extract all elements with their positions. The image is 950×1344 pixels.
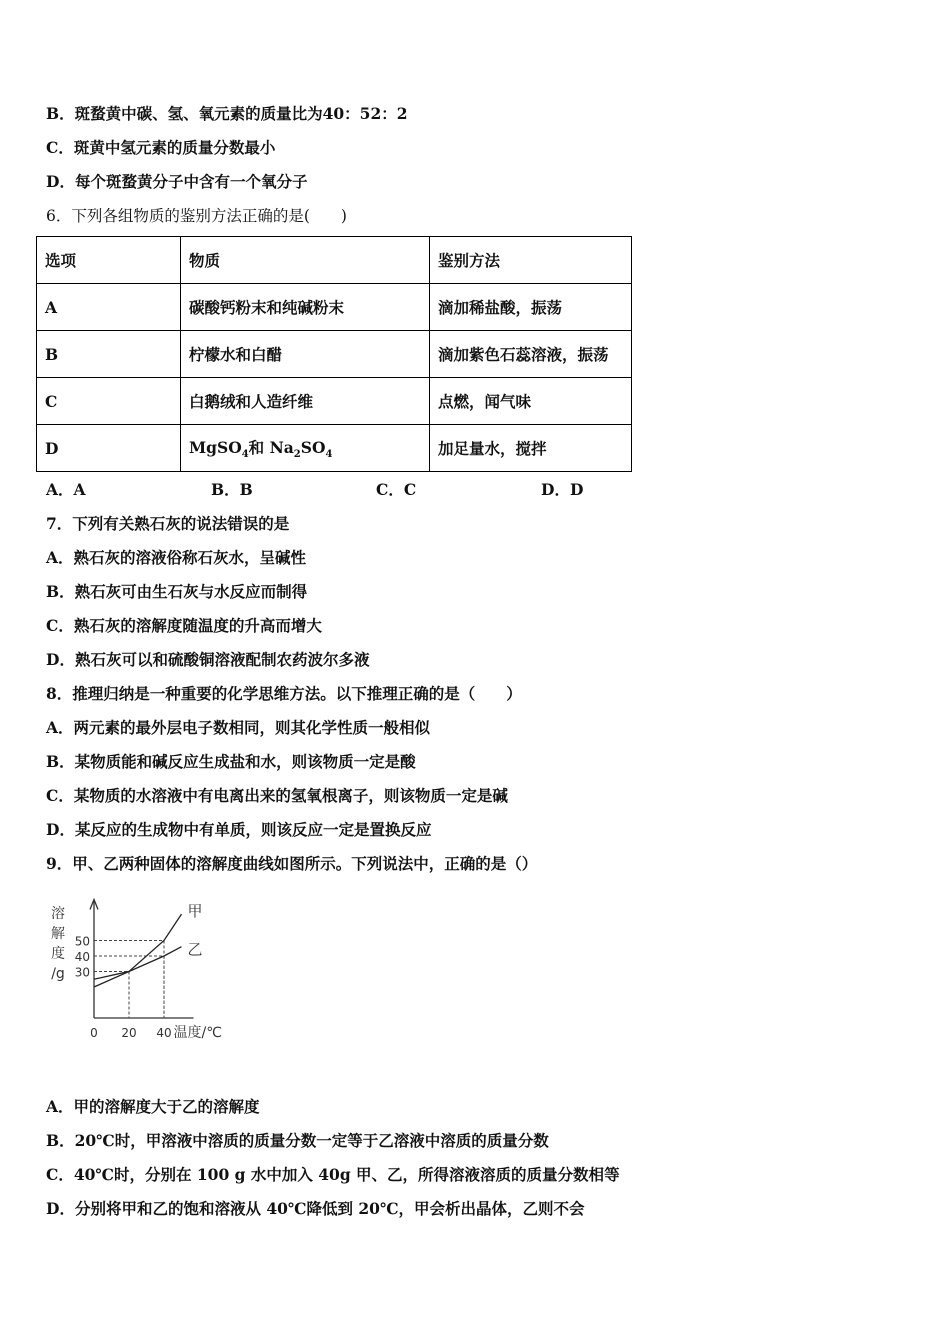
table-header-row — [37, 237, 632, 284]
table-cell-substance: 碳酸钙粉末和纯碱粉末 — [181, 284, 430, 331]
q8-option-c: C．某物质的水溶液中有电离出来的氢氧根离子，则该物质一定是碱 — [46, 786, 508, 805]
y-axis-label-char: 解 — [51, 926, 65, 942]
q8-option-d: D．某反应的生成物中有单质，则该反应一定是置换反应 — [46, 820, 432, 839]
table-cell-option: C — [37, 378, 181, 425]
table-cell-method: 滴加紫色石蕊溶液，振荡 — [430, 331, 632, 378]
x-tick-label: 20 — [121, 1026, 137, 1040]
q7-option-b: B．熟石灰可由生石灰与水反应而制得 — [46, 582, 308, 601]
series-label-2: 乙 — [187, 940, 203, 959]
y-tick-label: 30 — [74, 965, 90, 980]
q7-stem: 7．下列有关熟石灰的说法错误的是 — [46, 514, 290, 533]
table-cell-method: 加足量水，搅拌 — [430, 425, 632, 472]
y-tick-label: 50 — [74, 934, 90, 949]
q7-option-c: C．熟石灰的溶解度随温度的升高而增大 — [46, 616, 322, 635]
q9-option-b: B．20℃时，甲溶液中溶质的质量分数一定等于乙溶液中溶质的质量分数 — [46, 1131, 549, 1150]
q8-stem: 8．推理归纳是一种重要的化学思维方法。以下推理正确的是（ ） — [46, 684, 522, 703]
q6-choice-b: B．B — [211, 480, 253, 499]
y-axis-label-char: /g — [51, 966, 65, 982]
q8-option-a: A．两元素的最外层电子数相同，则其化学性质一般相似 — [46, 718, 431, 737]
y-axis-label-char: 度 — [51, 946, 65, 962]
table-header-option: 选项 — [37, 237, 181, 284]
table-header-method: 鉴别方法 — [430, 237, 632, 284]
q6-choice-a: A．A — [46, 480, 86, 499]
table-header-substance: 物质 — [181, 237, 430, 284]
q6-stem — [46, 204, 347, 226]
q9-stem: 9．甲、乙两种固体的溶解度曲线如图所示。下列说法中，正确的是（） — [46, 854, 538, 873]
q5-option-b: B．斑蝥黄中碳、氢、氧元素的质量比为40：52：2 — [46, 104, 408, 123]
q5-option-d: D．每个斑蝥黄分子中含有一个氧分子 — [46, 172, 308, 191]
series-label-1: 甲 — [187, 902, 203, 921]
table-cell-method: 点燃，闻气味 — [430, 378, 632, 425]
q7-option-a: A．熟石灰的溶液俗称石灰水，呈碱性 — [46, 548, 307, 567]
table-cell-substance: 白鹅绒和人造纤维 — [181, 378, 430, 425]
table-row — [37, 284, 632, 331]
q9-option-c: C．40℃时，分别在 100 g 水中加入 40g 甲、乙，所得溶液溶质的质量分数相等 — [46, 1165, 620, 1184]
q6-number: 6． — [46, 207, 72, 225]
x-tick-label: 0 — [90, 1026, 98, 1040]
q6-text: 下列各组物质的鉴别方法正确的是( ) — [71, 207, 347, 225]
q8-option-b: B．某物质能和碱反应生成盐和水，则该物质一定是酸 — [46, 752, 416, 771]
solubility-chart — [40, 895, 250, 1055]
table-row — [37, 378, 632, 425]
q7-option-d: D．熟石灰可以和硫酸铜溶液配制农药波尔多液 — [46, 650, 370, 669]
table-cell-option: D — [37, 425, 181, 472]
q6-choice-c: C．C — [376, 480, 417, 499]
q9-option-a: A．甲的溶解度大于乙的溶解度 — [46, 1097, 260, 1116]
x-tick-label: 40 — [156, 1026, 172, 1040]
table-cell-option: B — [37, 331, 181, 378]
q9-option-d: D．分别将甲和乙的饱和溶液从 40℃降低到 20℃，甲会析出晶体，乙则不会 — [46, 1199, 585, 1218]
y-tick-label: 40 — [74, 950, 90, 964]
y-axis-label-char: 溶 — [51, 906, 65, 922]
table-row — [37, 331, 632, 378]
table-row — [37, 425, 632, 472]
table-cell-substance: 柠檬水和白醋 — [181, 331, 430, 378]
x-axis-label: 温度/℃ — [173, 1025, 222, 1041]
q6-table — [36, 236, 632, 472]
q5-option-c: C．斑黄中氢元素的质量分数最小 — [46, 138, 276, 157]
table-cell-substance-formula: MgSO$_4$和 $Na_2SO_4$ — [181, 425, 430, 472]
q6-choice-d: D．D — [541, 480, 584, 499]
table-cell-option: A — [37, 284, 181, 331]
table-cell-method: 滴加稀盐酸，振荡 — [430, 284, 632, 331]
